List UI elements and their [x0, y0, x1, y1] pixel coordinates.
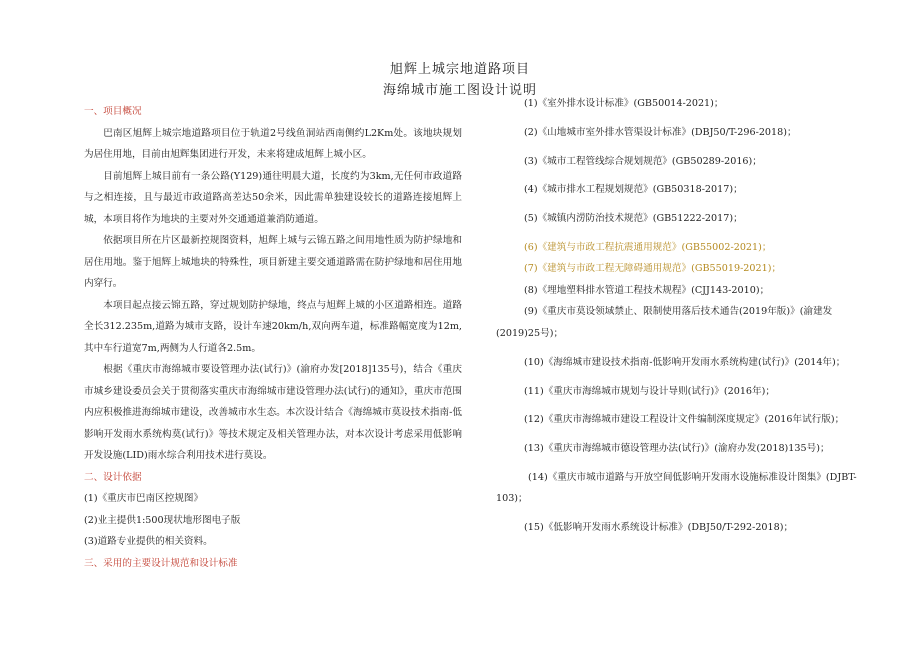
left-column: [84, 101, 462, 574]
standard-item: (15)《低影响开发雨水系统设计标准》(DBJ50/T-292-2018)；: [524, 522, 794, 534]
standard-item: (3)《城市工程管线综合规划规范》(GB50289-2016)；: [524, 155, 762, 167]
overview-paragraph-5: 根据《重庆市海绵城市要设管理办法(试行)》(渝府办发[2018]135号)，结合《重庆市城乡建设委员会关于贯彻落实重庆市海绵城市建设管理办法(试行)的通知》，重庆市范围内应积极推进海绵城市建设，改善城市水生态。本次设计结合《海绵城市莫设技术指南-低影响开发雨水系统构莫(试行)》等技术规定及相关管理办法，对本次设计考虑采用低影响开发设施(LID)雨水综合利用技术进行莫设。: [84, 364, 462, 461]
standard-item-highlighted: (6)《建筑与市政工程抗震通用规范》(GB55002-2021)；: [524, 241, 772, 253]
basis-item: (3)道路专业提供的相关资料。: [84, 536, 213, 547]
overview-paragraph-4: 本项目起点接云锦五路，穿过规划防护绿地，终点与旭辉上城的小区道路相连。道路全长312.235m,道路为城市支路，设计车速20km/h,双向两车道，标准路幅宽度为12m,其中车行道宽7m,两侧为人行道各2.5m。: [84, 299, 462, 354]
section-heading-basis: 二、设计依据: [84, 471, 142, 483]
standard-item: (4)《城市排水工程规划规范》(GB50318-2017)；: [524, 184, 743, 196]
standard-item: (2)《山地城市室外排水管渠设计标准》(DBJ50/T-296-2018)；: [524, 126, 797, 138]
standard-item: (5)《城镇内涝防治技术规范》(GB51222-2017)；: [524, 213, 743, 225]
standard-item-highlighted: (7)《建筑与市政工程无障碍通用规范》(GB55019-2021)；: [524, 263, 782, 275]
document-subtitle: 海绵城市施工图设计说明: [382, 83, 537, 98]
right-column: [496, 93, 876, 546]
overview-paragraph-3: 依据项目所在片区最新控规图资料，旭辉上城与云锦五路之间用地性质为防护绿地和居住用地。鉴于旭辉上城地块的特殊性，项目新建主要交通道路需在防护绿地和居住用地内穿行。: [84, 235, 462, 289]
overview-paragraph-2: 目前旭辉上城目前有一条公路(Y129)通往明晨大道，长度约为3km,无任何市政道路与之相连接，且与最近市政道路高差达50余米，因此需单独建设较长的道路连接旭辉上城，本项目将作为地块的主要对外交通通道兼消防通道。: [84, 170, 462, 225]
standard-item: (10)《海绵城市建设技术指南-低影响开发雨水系统构建(试行)》(2014年)；: [524, 356, 846, 368]
basis-item: (2)业主提供1:500现状地形图电子版: [84, 514, 241, 526]
standard-item: (14)《重庆市城市道路与开放空间低影响开发雨水设施标准设计图集》(DJBT-103)；: [496, 471, 857, 505]
document-title: 旭辉上城宗地道路项目: [389, 62, 530, 77]
standard-item: (12)《重庆市海绵城市建设工程设计文件编制深度规定》(2016年试行版)；: [524, 414, 845, 426]
overview-paragraph-1: 巴南区旭辉上城宗地道路项目位于轨道2号线鱼洞站西南侧约L2Km处。该地块规划为居住用地，目前由旭辉集团进行开发，未来将建成旭辉上城小区。: [84, 127, 462, 160]
section-heading-standards: 三、采用的主要设计规范和设计标准: [84, 557, 238, 569]
section-heading-overview: 一、项目概况: [84, 106, 142, 117]
standard-item: (11)《重庆市海绵城市规划与设计导则(试行)》(2016年)；: [524, 385, 775, 397]
basis-item: (1)《重庆市巴南区控规图》: [84, 493, 204, 504]
standard-item: (13)《重庆市海绵城市德设管理办法(试行)》(渝府办发(2018)135号)；: [524, 443, 830, 455]
standard-item: (1)《室外排水设计标准》(GB50014-2021)；: [524, 98, 724, 109]
standard-item: (8)《埋地塑料排水管道工程技术规程》(CJJ143-2010)；: [524, 284, 770, 296]
standard-item: (9)《重庆市莫设领域禁止、限制使用落后技术通告(2019年版)》(渝建发(2019)25号)；: [496, 306, 833, 339]
